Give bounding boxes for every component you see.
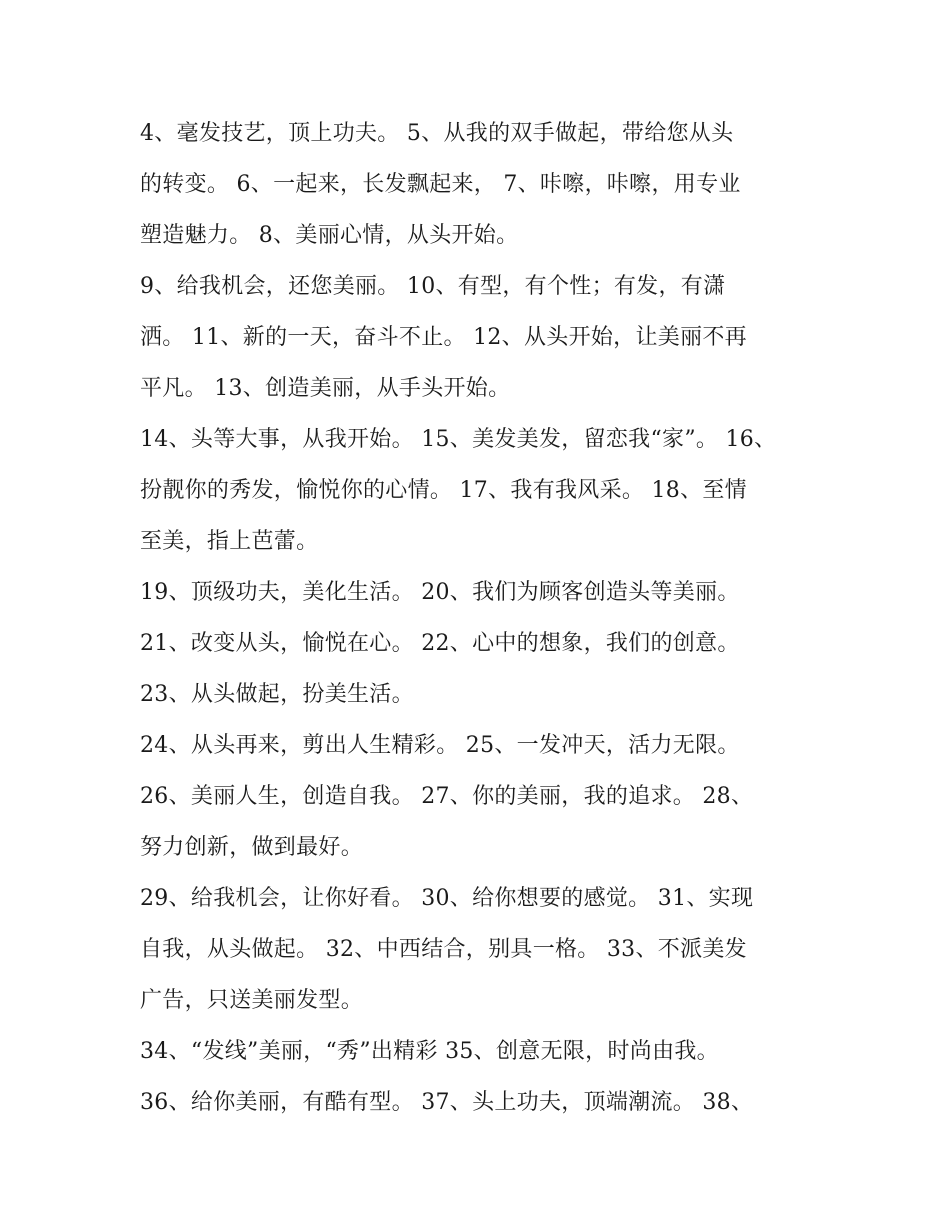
text-line: 29、给我机会，让你好看。 30、给你想要的感觉。 31、实现	[140, 886, 754, 911]
text-line: 34、“发线”美丽，“秀”出精彩 35、创意无限，时尚由我。	[140, 1039, 719, 1064]
text-line: 21、改变从头，愉悦在心。 22、心中的想象，我们的创意。	[140, 631, 740, 656]
text-line: 26、美丽人生，创造自我。 27、你的美丽，我的追求。 28、	[140, 784, 754, 809]
text-line: 自我，从头做起。 32、中西结合，别具一格。 33、不派美发	[140, 937, 747, 962]
text-line: 24、从头再来，剪出人生精彩。 25、一发冲天，活力无限。	[140, 733, 740, 758]
paragraph	[140, 873, 820, 1026]
paragraph	[140, 669, 820, 720]
text-line: 广告，只送美丽发型。	[140, 988, 364, 1013]
text-line: 努力创新，做到最好。	[140, 835, 364, 860]
text-line: 至美，指上芭蕾。	[140, 529, 319, 554]
text-line: 平凡。 13、创造美丽，从手头开始。	[140, 376, 511, 401]
paragraph	[140, 720, 820, 771]
text-line: 14、头等大事，从我开始。 15、美发美发，留恋我“家”。 16、	[140, 427, 777, 452]
paragraph	[140, 567, 820, 618]
document-body	[140, 108, 820, 1128]
text-line: 塑造魅力。 8、美丽心情，从头开始。	[140, 223, 519, 248]
text-line: 洒。 11、新的一天，奋斗不止。 12、从头开始，让美丽不再	[140, 325, 747, 350]
text-line: 19、顶级功夫，美化生活。 20、我们为顾客创造头等美丽。	[140, 580, 740, 605]
paragraph	[140, 771, 820, 873]
paragraph	[140, 1077, 820, 1128]
text-line: 23、从头做起，扮美生活。	[140, 682, 414, 707]
paragraph	[140, 618, 820, 669]
text-line: 9、给我机会，还您美丽。 10、有型，有个性；有发，有潇	[140, 274, 726, 299]
text-line: 4、毫发技艺，顶上功夫。 5、从我的双手做起，带给您从头	[140, 121, 734, 146]
text-line: 扮靓你的秀发，愉悦你的心情。 17、我有我风采。 18、至情	[140, 478, 747, 503]
paragraph	[140, 1026, 820, 1077]
text-line: 36、给你美丽，有酷有型。 37、头上功夫，顶端潮流。 38、	[140, 1090, 754, 1115]
text-line: 的转变。 6、一起来，长发飘起来， 7、咔嚓，咔嚓，用专业	[140, 172, 741, 197]
paragraph	[140, 261, 820, 414]
paragraph	[140, 414, 820, 567]
paragraph	[140, 108, 820, 261]
